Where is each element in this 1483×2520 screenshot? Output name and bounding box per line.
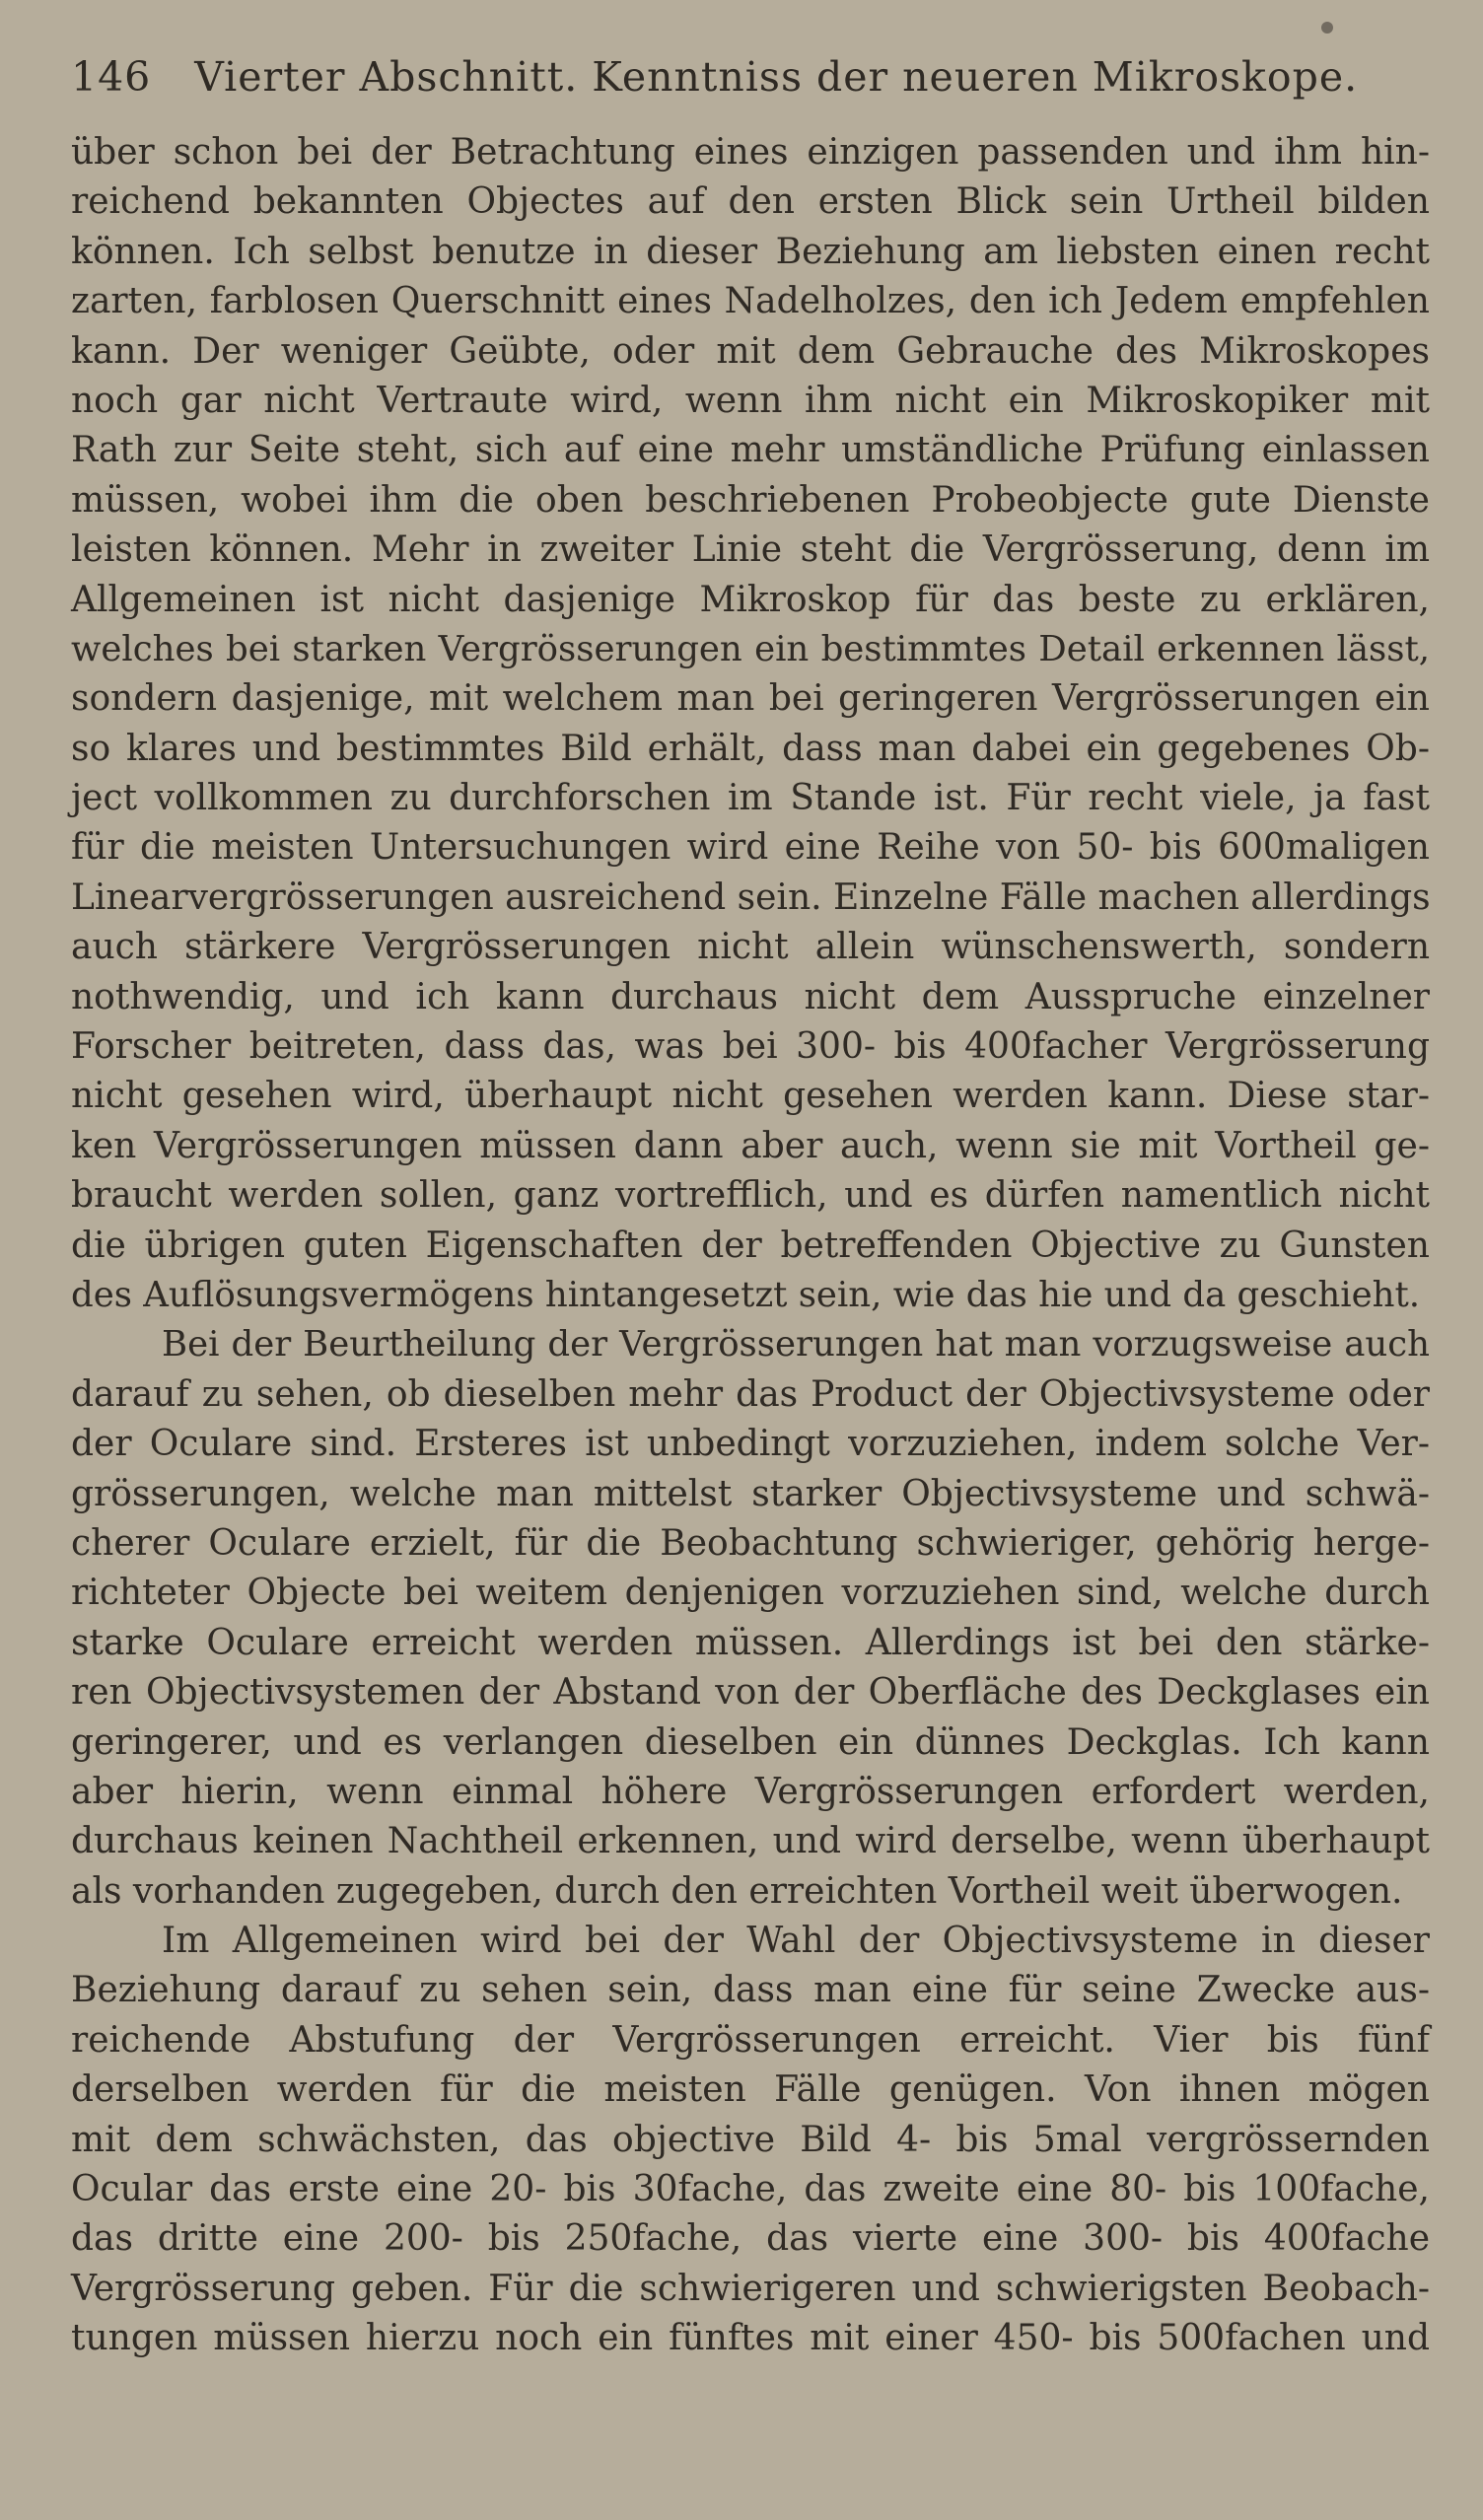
text-line: derselben werden für die meisten Fälle genügen. Von ihnen mögen [71, 2069, 1430, 2111]
text-line: das dritte eine 200- bis 250fache, das vierte eine 300- bis 400fache [71, 2218, 1430, 2260]
text-line: müssen, wobei ihm die oben beschriebenen Probeobjecte gute Dienste [71, 479, 1430, 521]
paragraph-start-line: Bei der Beurtheilung der Vergrösserungen hat man vorzugsweise auch [162, 1324, 1430, 1365]
text-line: noch gar nicht Vertraute wird, wenn ihm nicht ein Mikroskopiker mit [71, 380, 1430, 421]
text-line: auch stärkere Vergrösserungen nicht allein wünschenswerth, sondern [71, 927, 1430, 968]
text-line: zarten, farblosen Querschnitt eines Nadelholzes, den ich Jedem empfehlen [71, 281, 1430, 322]
text-line: Beziehung darauf zu sehen sein, dass man eine für seine Zwecke aus- [71, 1970, 1430, 2011]
text-line: die übrigen guten Eigenschaften der betreffenden Objective zu Gunsten [71, 1225, 1430, 1266]
text-line: nothwendig, und ich kann durchaus nicht dem Ausspruche einzelner [71, 976, 1430, 1017]
text-line: welches bei starken Vergrösserungen ein bestimmtes Detail erkennen lässt, [71, 628, 1430, 669]
text-line: Vergrösserung geben. Für die schwierigeren und schwierigsten Beobach- [71, 2268, 1430, 2309]
running-title: Vierter Abschnitt. Kenntniss der neueren Mikroskope. [194, 53, 1359, 101]
text-line: richteter Objecte bei weitem denjenigen vorzuziehen sind, welche durch [71, 1573, 1430, 1614]
text-line: mit dem schwächsten, das objective Bild 4- bis 5mal vergrössernden [71, 2119, 1430, 2160]
body-text [71, 128, 1430, 2364]
text-line: grösserungen, welche man mittelst starker Objectivsysteme und schwä- [71, 1473, 1430, 1514]
text-line: ren Objectivsystemen der Abstand von der Oberfläche des Deckglases ein [71, 1672, 1430, 1714]
text-line: tungen müssen hierzu noch ein fünftes mit einer 450- bis 500fachen und [71, 2318, 1430, 2359]
running-head [71, 51, 1432, 103]
text-line: leisten können. Mehr in zweiter Linie steht die Vergrösserung, denn im [71, 529, 1430, 571]
text-line: ject vollkommen zu durchforschen im Stande ist. Für recht viele, ja fast [71, 778, 1430, 819]
paragraph-end-line: als vorhanden zugegeben, durch den erreichten Vortheil weit überwogen. [71, 1870, 1403, 1912]
text-line: aber hierin, wenn einmal höhere Vergrösserungen erfordert werden, [71, 1771, 1430, 1812]
paragraph-start-line: Im Allgemeinen wird bei der Wahl der Objectivsysteme in dieser [162, 1921, 1430, 1962]
text-line: über schon bei der Betrachtung eines einzigen passenden und ihm hin- [71, 132, 1430, 173]
text-line: Forscher beitreten, dass das, was bei 300- bis 400facher Vergrösserung [71, 1026, 1430, 1068]
text-line: braucht werden sollen, ganz vortrefflich, und es dürfen namentlich nicht [71, 1175, 1430, 1217]
text-line: durchaus keinen Nachtheil erkennen, und wird derselbe, wenn überhaupt [71, 1821, 1430, 1862]
text-line: darauf zu sehen, ob dieselben mehr das Product der Objectivsysteme oder [71, 1373, 1430, 1415]
text-line: können. Ich selbst benutze in dieser Beziehung am liebsten einen recht [71, 231, 1430, 272]
page-number: 146 [71, 53, 152, 101]
text-line: cherer Oculare erzielt, für die Beobachtung schwieriger, gehörig herge- [71, 1522, 1430, 1564]
text-line: sondern dasjenige, mit welchem man bei geringeren Vergrösserungen ein [71, 678, 1430, 720]
text-line: kann. Der weniger Geübte, oder mit dem Gebrauche des Mikroskopes [71, 330, 1430, 372]
text-line: reichend bekannten Objectes auf den ersten Blick sein Urtheil bilden [71, 181, 1430, 223]
text-line: Allgemeinen ist nicht dasjenige Mikroskop für das beste zu erklären, [71, 579, 1430, 620]
text-line: starke Oculare erreicht werden müssen. Allerdings ist bei den stärke- [71, 1622, 1430, 1663]
text-line: reichende Abstufung der Vergrösserungen erreicht. Vier bis fünf [71, 2019, 1430, 2061]
paragraph-end-line: des Auflösungsvermögens hintangesetzt sein, wie das hie und da geschieht. [71, 1274, 1421, 1315]
text-line: geringerer, und es verlangen dieselben ein dünnes Deckglas. Ich kann [71, 1721, 1430, 1763]
text-line: ken Vergrösserungen müssen dann aber auch, wenn sie mit Vortheil ge- [71, 1125, 1430, 1166]
text-line: für die meisten Untersuchungen wird eine Reihe von 50- bis 600maligen [71, 827, 1430, 869]
text-line: nicht gesehen wird, überhaupt nicht gesehen werden kann. Diese star- [71, 1076, 1430, 1117]
text-line: Ocular das erste eine 20- bis 30fache, das zweite eine 80- bis 100fache, [71, 2169, 1430, 2210]
dust-speck [1321, 22, 1333, 34]
text-line: der Oculare sind. Ersteres ist unbedingt vorzuziehen, indem solche Ver- [71, 1424, 1430, 1465]
text-line: Rath zur Seite steht, sich auf eine mehr umständliche Prüfung einlassen [71, 430, 1430, 471]
text-line: Linearvergrösserungen ausreichend sein. Einzelne Fälle machen allerdings [71, 876, 1431, 918]
text-line: so klares und bestimmtes Bild erhält, dass man dabei ein gegebenes Ob- [71, 728, 1430, 769]
